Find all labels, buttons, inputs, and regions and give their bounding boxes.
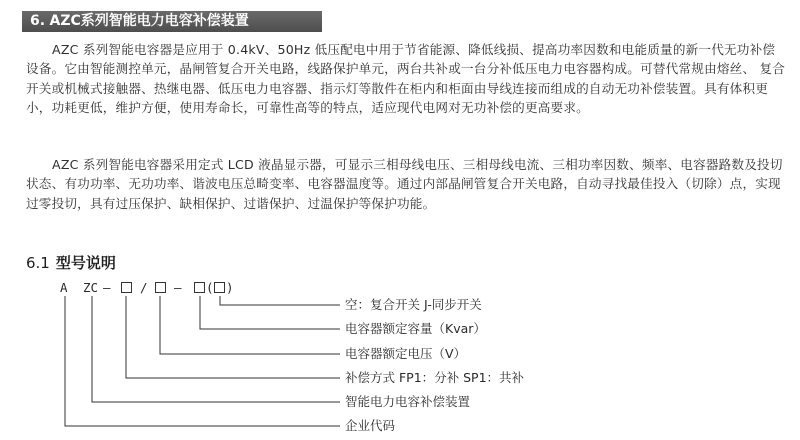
model-code-paren-open: ( xyxy=(206,280,214,295)
subsection-title: 型号说明 xyxy=(55,254,116,272)
section-number: 6. xyxy=(30,13,46,29)
model-code-zc: ZC xyxy=(83,280,99,295)
legend-rated-capacity: 电容器额定容量（Kvar） xyxy=(345,321,486,336)
connector-line-company xyxy=(65,296,340,426)
model-code-paren-close: ) xyxy=(226,280,234,295)
legend-device-name: 智能电力电容补偿装置 xyxy=(345,394,471,409)
legend-switch-type: 空：复合开关 J-同步开关 xyxy=(345,297,482,312)
connector-line-capacity xyxy=(200,296,340,329)
connector-line-compensation xyxy=(126,296,340,378)
paragraph-features: AZC 系列智能电容器采用定式 LCD 液晶显示器，可显示三相母线电压、三相母线电流、三相功率因数、频率、电容器路数及投切状态、有功功率、无功功率、谐波电压总畸变率、电容器温度等。通过内部晶闸管复合开关电路，自动寻找最佳投入（切除）点，实现过零投切，具有过压保护、缺相保护、过谐保护、过温保护等保护功能。 xyxy=(26,157,783,211)
model-code-slash: / xyxy=(140,280,148,295)
model-code-a: A xyxy=(60,280,68,295)
model-code-dash-2: — xyxy=(174,280,182,295)
paragraph-intro: AZC 系列智能电容器是应用于 0.4kV、50Hz 低压配电中用于节省能源、降低线损、提高功率因数和电能质量的新一代无功补偿设备。它由智能测控单元，晶闸管复合开关电路，线路保护单元，两台共补或一台分补低压电力电容器构成。可替代常规由熔丝、 复合开关或机械式接触器、热继电器、低压电力电容器、指示灯等散件在柜内和柜面由导线连接而组成的自动无功补偿装置。具有体积更小，功耗更低，维护方便，使用寿命长，可靠性高等的特点，适应现代电网对无功补偿的更高要求。 xyxy=(26,42,786,115)
connector-line-switch xyxy=(220,296,340,305)
legend-company-code: 企业代码 xyxy=(345,418,396,433)
model-code-dash-1: — xyxy=(103,280,111,295)
legend-compensation-mode: 补偿方式 FP1：分补 SP1：共补 xyxy=(345,370,525,385)
section-title: AZC系列智能电力电容补偿装置 xyxy=(49,13,249,29)
subsection-number: 6.1 xyxy=(26,254,50,272)
legend-rated-voltage: 电容器额定电压（V） xyxy=(345,346,467,361)
connector-line-device xyxy=(92,296,340,402)
